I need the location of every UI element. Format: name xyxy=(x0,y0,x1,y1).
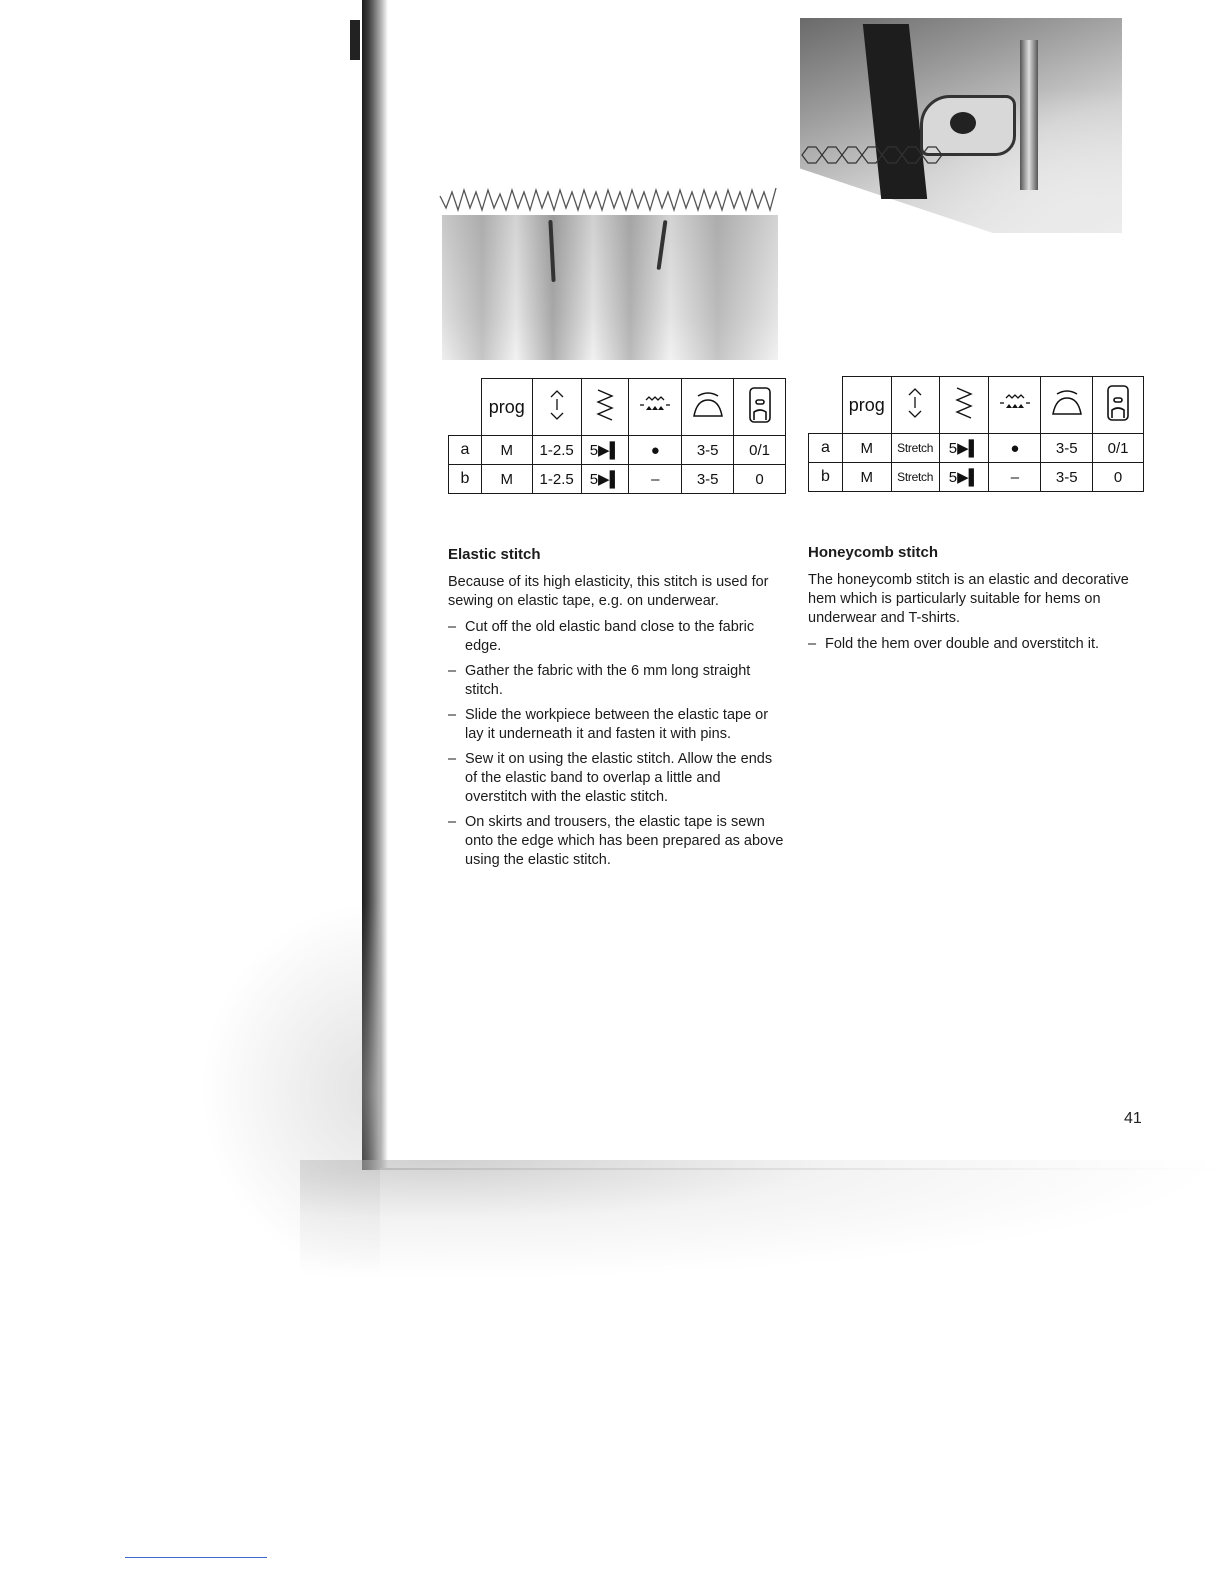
honeycomb-stitch-sample xyxy=(800,142,950,168)
stitch-length-icon xyxy=(891,377,939,434)
header-blank-cell xyxy=(449,379,482,436)
foot-cell: 0 xyxy=(1093,463,1144,492)
prog-cell: M xyxy=(842,463,891,492)
row-label: a xyxy=(809,434,843,463)
presser-foot-icon xyxy=(1093,377,1144,434)
stitch-width-icon xyxy=(581,379,629,436)
table-row xyxy=(449,436,786,465)
binding-mark xyxy=(350,20,360,60)
elastic-stitch-section xyxy=(448,545,784,876)
table-header-row xyxy=(809,377,1144,434)
presser-foot-icon xyxy=(734,379,786,436)
presser-foot-hole xyxy=(950,112,976,134)
section-heading: Elastic stitch xyxy=(448,546,541,563)
width-cell: 5▶▌ xyxy=(939,463,989,492)
header-prog: prog xyxy=(481,379,532,436)
width-cell: 5▶▌ xyxy=(581,465,629,494)
stitch-length-icon xyxy=(532,379,581,436)
tension-cell: ● xyxy=(989,434,1041,463)
prog-cell: M xyxy=(481,465,532,494)
page-number: 41 xyxy=(1124,1110,1142,1127)
presser-pressure-icon xyxy=(682,379,734,436)
footer-rule xyxy=(125,1557,267,1558)
list-item: – Sew it on using the elastic stitch. Allow the ends of the elastic band to overlap a little and overstitch with the elastic stitch. xyxy=(448,750,784,807)
fabric-fold xyxy=(657,220,668,270)
instruction-list xyxy=(448,618,784,870)
stitch-width-icon xyxy=(939,377,989,434)
elastic-stitch-sample xyxy=(438,182,778,216)
elastic-stitch-settings-table xyxy=(448,378,786,494)
foot-cell: 0/1 xyxy=(734,436,786,465)
list-item: – Gather the fabric with the 6 mm long straight stitch. xyxy=(448,662,784,700)
page-curl-shadow xyxy=(300,1160,1224,1280)
width-cell: 5▶▌ xyxy=(581,436,629,465)
list-item: – On skirts and trousers, the elastic tape is sewn onto the edge which has been prepared as above using the elastic stitch. xyxy=(448,813,784,870)
thread-tension-icon xyxy=(629,379,682,436)
table-header-row xyxy=(449,379,786,436)
foot-cell: 0/1 xyxy=(1093,434,1144,463)
header-blank-cell xyxy=(809,377,843,434)
prog-cell: M xyxy=(842,434,891,463)
honeycomb-stitch-settings-table xyxy=(808,376,1144,492)
length-cell: Stretch xyxy=(891,434,939,463)
table-row xyxy=(449,465,786,494)
tension-cell: ● xyxy=(629,436,682,465)
list-item: – Slide the workpiece between the elastic tape or lay it underneath it and fasten it with pins. xyxy=(448,706,784,744)
row-label: a xyxy=(449,436,482,465)
honeycomb-stitch-section xyxy=(808,543,1144,660)
presser-pressure-icon xyxy=(1041,377,1093,434)
instruction-list xyxy=(808,635,1144,654)
gathered-fabric-photo xyxy=(442,215,778,360)
page-edge xyxy=(380,1168,1224,1170)
section-heading: Honeycomb stitch xyxy=(808,544,939,561)
width-cell: 5▶▌ xyxy=(939,434,989,463)
length-cell: 1-2.5 xyxy=(532,436,581,465)
tension-cell: – xyxy=(989,463,1041,492)
fabric-fold xyxy=(548,220,555,282)
list-item: – Cut off the old elastic band close to the fabric edge. xyxy=(448,618,784,656)
pressure-cell: 3-5 xyxy=(682,436,734,465)
thread-tension-icon xyxy=(989,377,1041,434)
row-label: b xyxy=(449,465,482,494)
prog-cell: M xyxy=(481,436,532,465)
foot-cell: 0 xyxy=(734,465,786,494)
pressure-cell: 3-5 xyxy=(1041,434,1093,463)
tension-cell: – xyxy=(629,465,682,494)
pressure-cell: 3-5 xyxy=(1041,463,1093,492)
section-intro: The honeycomb stitch is an elastic and decorative hem which is particularly suitable for hems on underwear and T-shirts. xyxy=(808,572,1129,626)
list-item: – Fold the hem over double and overstitch it. xyxy=(808,635,1144,654)
row-label: b xyxy=(809,463,843,492)
section-intro: Because of its high elasticity, this stitch is used for sewing on elastic tape, e.g. on underwear. xyxy=(448,574,769,609)
length-cell: 1-2.5 xyxy=(532,465,581,494)
needle-bar xyxy=(1020,40,1038,190)
pressure-cell: 3-5 xyxy=(682,465,734,494)
table-row xyxy=(809,463,1144,492)
table-row xyxy=(809,434,1144,463)
header-prog: prog xyxy=(842,377,891,434)
length-cell: Stretch xyxy=(891,463,939,492)
